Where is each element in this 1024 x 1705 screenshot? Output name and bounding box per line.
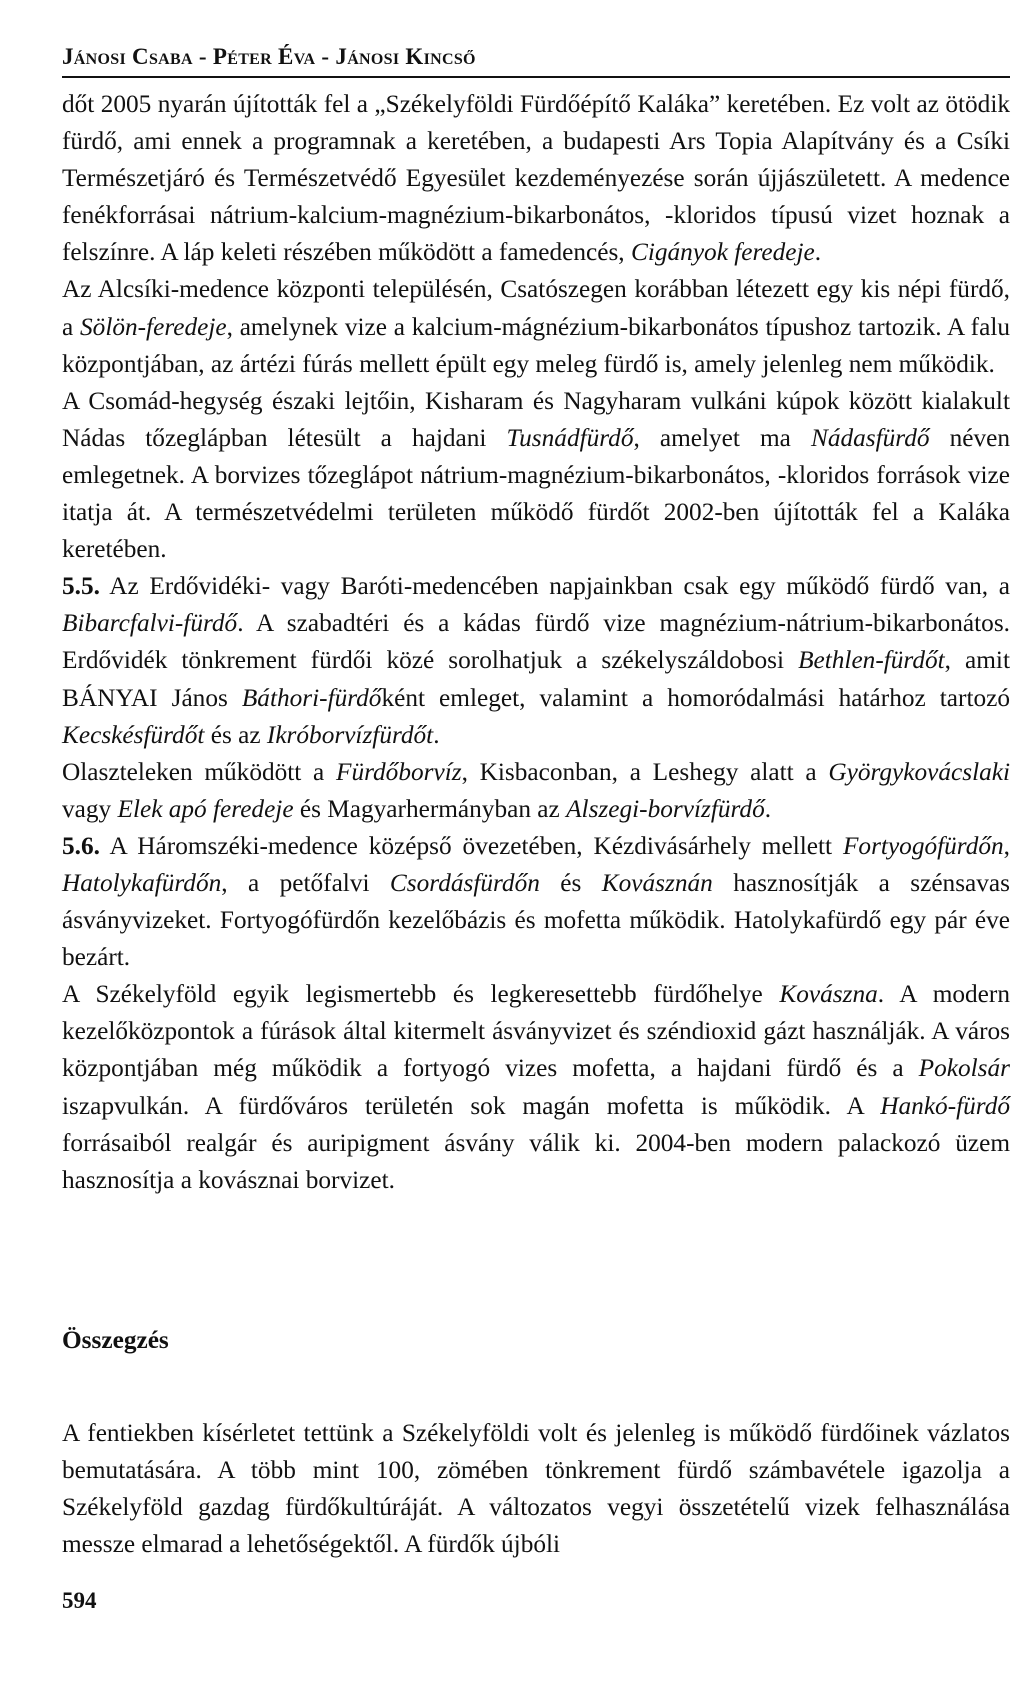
text-run: és az [204, 720, 267, 749]
italic-term: Kovászna [779, 980, 878, 1009]
italic-term: Nádasfürdő [810, 423, 930, 452]
italic-term: Hatolykafürdőn [62, 868, 222, 897]
document-page [62, 0, 1010, 1705]
italic-term: Fürdőborvíz [336, 757, 462, 786]
summary-paragraph: A fentiekben kísérletet tettünk a Székelyföldi volt és jelenleg is működő fürdőinek vázlatos bemutatására. A több mint 100, zömében tönkrement fürdő számbavétele igazolja a Székelyföld gazdag fürdőkultúráját. A változatos vegyi összetételű vizek felhasználása messze elmarad a lehetőségektől. A fürdők újbóli [62, 1419, 1010, 1559]
body-text [62, 86, 1010, 1199]
italic-term: Ikróborvízfürdőt [266, 720, 434, 749]
italic-term: Pokolsár [918, 1054, 1010, 1083]
text-run: Az Alcsíki-medence központi településén, Csatószegen korábban létezett egy kis népi fürdő, a [62, 275, 1010, 341]
text-run: hasznosítják a szénsavas ásványvizeket. Fortyogófürdőn kezelőbázis és mofetta működik. Hatolykafürdő egy pár éve bezárt. [62, 868, 1011, 972]
italic-term: Fortyogófürdőn [842, 831, 1004, 860]
italic-term: Báthori-fürdő [241, 683, 382, 712]
running-head: Jánosi Csaba - Péter Éva - Jánosi Kincső [62, 44, 476, 69]
italic-term: Hankó-fürdő [880, 1091, 1010, 1120]
text-run: A Háromszéki-medence középső övezetében, Kézdivásárhely mellett [99, 831, 843, 860]
body-paragraph [62, 383, 1010, 568]
body-paragraph [62, 271, 1010, 382]
text-run: A Székelyföld egyik legismertebb és legkeresettebb fürdőhelye [62, 980, 780, 1009]
body-paragraph [62, 828, 1010, 976]
text-run: . [814, 238, 822, 267]
text-run: A Csomád-hegység északi lejtőin, Kisharam és Nagyharam vulkáni kúpok között kialakult Nádas tőzeglápban létesült a hajdani [62, 386, 1010, 452]
section-number: 5.5. [62, 572, 100, 601]
italic-term: Cigányok feredeje [630, 238, 815, 267]
italic-term: Kecskésfürdőt [62, 720, 205, 749]
body-paragraph [62, 976, 1010, 1199]
text-run: és [539, 868, 602, 897]
section-number: 5.6. [62, 831, 100, 860]
text-run: és Magyarhermányban az [293, 794, 567, 823]
text-run: ként emleget, valamint a homoródalmási határhoz tartozó [381, 683, 1010, 712]
text-run: vagy [62, 794, 118, 823]
body-paragraph [62, 754, 1010, 828]
text-run: . A szabadtéri és a kádas fürdő vize magnézium-nátrium-bikarbonátos. Erdővidék tönkrement fürdői közé sorolhatjuk a székelyszáldobosi [62, 609, 1010, 675]
italic-term: Alszegi-borvízfürdő [566, 794, 765, 823]
italic-term: Elek apó feredeje [117, 794, 294, 823]
text-run: néven emlegetnek. A borvizes tőzeglápot nátrium-magnézium-bikarbonátos, -kloridos források vize itatja át. A természetvédelmi területen működő fürdőt 2002-ben újították fel a Kaláka keretében. [62, 423, 1010, 564]
text-run: , a petőfalvi [221, 868, 390, 897]
italic-term: Tusnádfürdő [506, 423, 634, 452]
text-run: Olaszteleken működött a [62, 757, 337, 786]
italic-term: Sölön-feredeje [80, 312, 227, 341]
italic-term: Bethlen-fürdőt [798, 646, 945, 675]
text-run: , amelyet ma [633, 423, 811, 452]
section-heading: Összegzés [62, 1326, 169, 1354]
text-run: Az Erdővidéki- vagy Baróti-medencében napjainkban csak egy működő fürdő van, a [99, 572, 1010, 601]
text-run: . [764, 794, 772, 823]
body-paragraph [62, 86, 1010, 271]
italic-term: Györgykovácslaki [828, 757, 1011, 786]
text-run: dőt 2005 nyarán újították fel a „Székelyföldi Fürdőépítő Kaláka” keretében. Ez volt az ötödik fürdő, ami ennek a programnak a keretében, a budapesti Ars Topia Alapítvány és a Csíki Természetjáró és Természetvédő Egyesület kezdeményezése során újjászületett. A medence fenékforrásai nátrium-kalcium-magnézium-bikarbonátos, -kloridos típusú vizet hoznak a felszínre. A láp keleti részében működött a famedencés, [62, 90, 1010, 267]
text-run: , [1003, 831, 1010, 860]
header-rule [62, 76, 1010, 78]
body-paragraph [62, 568, 1010, 753]
text-run: , Kisbaconban, a Leshegy alatt a [461, 757, 829, 786]
page-number: 594 [62, 1588, 97, 1613]
text-run: iszapvulkán. A fürdőváros területén sok magán mofetta is működik. A [62, 1091, 881, 1120]
text-run: , amelynek vize a kalcium-mágnézium-bikarbonátos típushoz tartozik. A falu központjában, az ártézi fúrás mellett épült egy meleg fürdő is, amely jelenleg nem működik. [62, 312, 1010, 378]
italic-term: Kovásznán [601, 868, 713, 897]
text-run: . A modern kezelőközpontok a fúrások által kitermelt ásványvizet és széndioxid gázt használják. A város központjában még működik a fortyogó vizes mofetta, a hajdani fürdő és a [62, 980, 1010, 1083]
text-run: forrásaiból realgár és auripigment ásvány válik ki. 2004-ben modern palackozó üzem hasznosítja a kovásznai borvizet. [62, 1128, 1010, 1194]
italic-term: Bibarcfalvi-fürdő [62, 609, 238, 638]
text-run: , amit BÁNYAI János [62, 646, 1010, 712]
italic-term: Csordásfürdőn [389, 868, 540, 897]
summary-section [62, 1415, 1010, 1563]
text-run: . [433, 720, 440, 749]
